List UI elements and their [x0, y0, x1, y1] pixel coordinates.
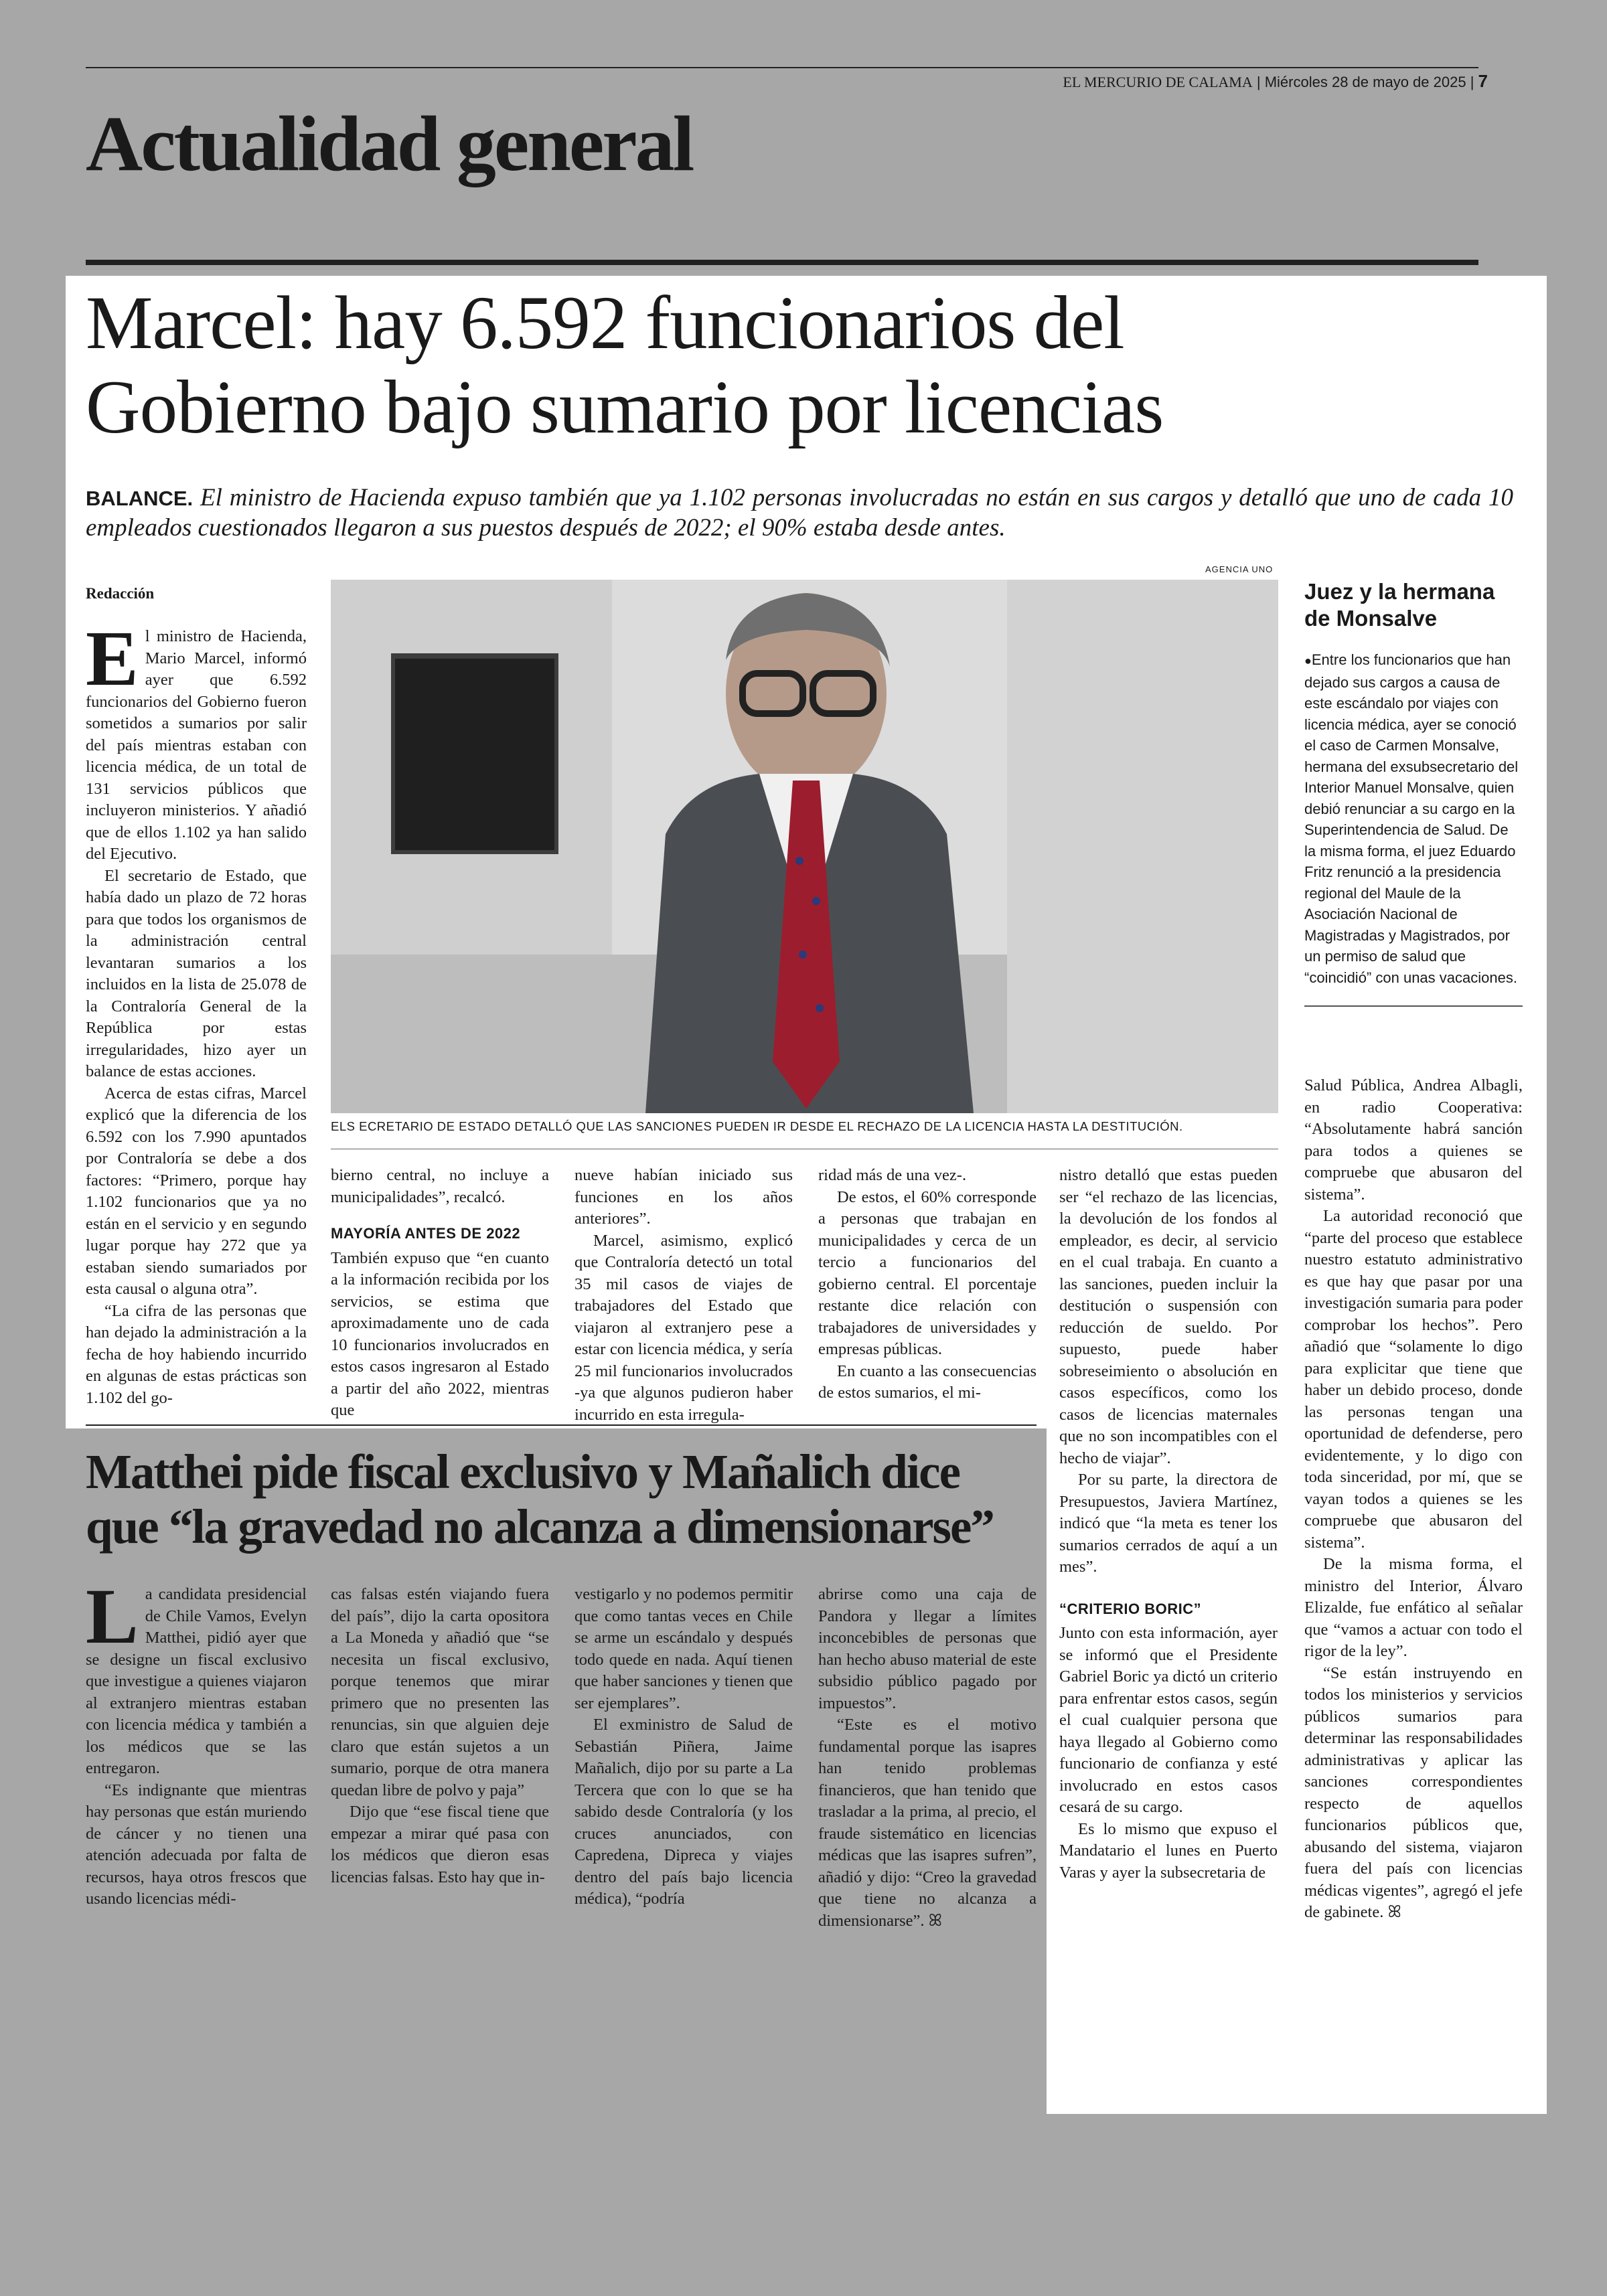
- article-column-1: [86, 614, 307, 1409]
- paragraph: Salud Pública, Andrea Albagli, en radio Cooperativa: “Absolutamente habrá sanción para todos a quienes se compruebe que abusaron del sistema”.: [1304, 1076, 1523, 1204]
- paragraph: nueve habían iniciado sus funciones en los años anteriores”.: [575, 1166, 793, 1228]
- article-column-4: [818, 1165, 1037, 1404]
- article-column-3: [575, 1165, 793, 1426]
- paragraph: Por su parte, la directora de Presupuestos, Javiera Martínez, indicó que “la meta es tener los sumarios cerrados de aquí a un mes”.: [1059, 1471, 1278, 1576]
- page-number: 7: [1478, 71, 1488, 91]
- paragraph: “La cifra de las personas que han dejado la administración a la fecha de hoy habiendo incurrido en algunas de estas prácticas son 1.102 del go-: [86, 1301, 307, 1407]
- paragraph: a candidata presidencial de Chile Vamos, Evelyn Matthei, pidió ayer que se designe un fiscal exclusivo que investigue a quienes viajaron al extranjero mientras estaban con licencia médica y también a los médicos que se las entregaron.: [86, 1585, 307, 1777]
- paragraph: l ministro de Hacienda, Mario Marcel, informó ayer que 6.592 funcionarios del Gobierno fueron sometidos a sumarios por salir del país mientras estaban con licencia médica, de un total de 131 servicios públicos que incluyeron ministerios. Y añadió que de ellos 1.102 ya han salido del Ejecutivo.: [86, 627, 307, 863]
- paragraph: “Es indignante que mientras hay personas que están muriendo de cáncer y no tienen una atención adecuada por falta de recursos, haya otros frescos que usando licencias médi-: [86, 1781, 307, 1908]
- sidebar-body: [1304, 649, 1523, 988]
- sidebar-rule: [1304, 1005, 1523, 1007]
- paragraph: En cuanto a las consecuencias de estos sumarios, el mi-: [818, 1362, 1037, 1402]
- paragraph: Junto con esta información, ayer se informó que el Presidente Gabriel Boric ya dictó un criterio para enfrentar estos casos, según el cual cualquier persona que haya llegado al Gobierno como funcionario de confianza y esté involucrado en estos casos cesará de su cargo.: [1059, 1624, 1278, 1816]
- paragraph: De estos, el 60% corresponde a personas que trabajan en municipalidades y cerca de un tercio a funcionarios del gobierno central. El porcentaje restante dice relación con trabajadores de universidades y empresas públicas.: [818, 1187, 1037, 1358]
- issue-date: Miércoles 28 de mayo de 2025: [1264, 74, 1466, 90]
- paragraph: vestigarlo y no podemos permitir que como tantas veces en Chile se arme un escándalo y después todo quede en nada. Aquí tienen que haber sanciones y tienen que ser ejemplares”.: [575, 1585, 793, 1712]
- secondary-column-3: [575, 1584, 793, 1910]
- paragraph: La autoridad reconoció que “parte del proceso que establece nuestro estatuto administrativo es que hay que pasar por una investigación sumaria para poder comprobar los hechos”. Pero añadió que “solamente lo digo para explicitar que tiene que haber un debido proceso, donde las personas tengan una oportunidad de defenderse, pero evidentemente, y lo digo con toda sinceridad, por mí, que se vayan todos a quienes se les compruebe que abusaron del sistema”.: [1304, 1207, 1523, 1552]
- paragraph-text: “Este es el motivo fundamental porque las isapres han tenido problemas financieros, que han tenido que trasladar a la prima, al precio, el fraude sistemático en licencias médicas que las isapres sufren”, añadió y dijo: “Creo la gravedad que tiene no alcanza a dimensionarse”.: [818, 1716, 1037, 1930]
- paragraph: cas falsas estén viajando fuera del país”, dijo la carta opositora a La Moneda y añadió que “se necesita un fiscal exclusivo, porque tenemos que mirar primero que no presenten las renuncias, sin que alguien deje claro que están sujetos a un sumario, porque de otra manera quedan libre de polvo y paja”: [331, 1585, 549, 1799]
- header-info: [1063, 71, 1488, 92]
- photo-credit: AGENCIA UNO: [1205, 564, 1274, 574]
- secondary-headline-line-2: que “la gravedad no alcanza a dimensionarse”: [86, 1499, 994, 1554]
- paragraph: nistro detalló que estas pueden ser “el rechazo de las licencias, la devolución de los fondos al empleador, es decir, al servicio en el cual trabaja. En cuanto a las sanciones, pueden incluir la destitución o suspensión con reducción de sueldo. Por supuesto, puede haber sobreseimiento o absolución en casos específicos, como los casos de licencias maternales que no son incompatibles con el hecho de viajar”.: [1059, 1166, 1278, 1467]
- paragraph: El secretario de Estado, que había dado un plazo de 72 horas para que todos los organismos de la administración central levantaran sumarios a los incluidos en la lista de 25.078 de la Contraloría General de la República por estas irregularidades, hizo ayer un balance de estas acciones.: [86, 866, 307, 1080]
- article-column-5: [1059, 1165, 1278, 1884]
- headline-line-2: Gobierno bajo sumario por licencias: [86, 365, 1164, 449]
- paragraph: Acerca de estas cifras, Marcel explicó que la diferencia de los 6.592 con los 7.990 apuntados por Contraloría se debe a dos factores: “Primero, porque hay 1.102 funcionarios que ya no están en el servicio y en segundo lugar porque hay 272 que ya estaban siendo sumariados por esta causal o alguna otra”.: [86, 1084, 307, 1298]
- section-rule-thick: [86, 260, 1478, 265]
- secondary-column-2: [331, 1584, 549, 1888]
- subheading: “CRITERIO BORIC”: [1059, 1600, 1202, 1617]
- end-mark-icon: ꕤ: [928, 1911, 943, 1930]
- paragraph: [1304, 1663, 1523, 1924]
- drop-cap: E: [86, 614, 139, 702]
- paragraph: El exministro de Salud de Sebastián Piñera, Jaime Mañalich, dijo por su parte a La Tercera que con lo que se ha sabido desde Contraloría (y los cruces anunciados, con Capredena, Dipreca y viajes dentro del país bajo licencia médica), “podría: [575, 1716, 793, 1908]
- article-photo: [331, 580, 1278, 1113]
- paragraph: Es lo mismo que expuso el Mandatario el lunes en Puerto Varas y ayer la subsecretaria de: [1059, 1819, 1278, 1882]
- subheading: MAYORÍA ANTES DE 2022: [331, 1225, 521, 1242]
- photo-caption: ELS ECRETARIO DE ESTADO DETALLÓ QUE LAS SANCIONES PUEDEN IR DESDE EL RECHAZO DE LA LICENCIA HASTA LA DESTITUCIÓN.: [331, 1119, 1183, 1133]
- publication-name: EL MERCURIO DE CALAMA: [1063, 74, 1253, 90]
- lead-text: El ministro de Hacienda expuso también que ya 1.102 personas involucradas no están en sus cargos y detalló que uno de cada 10 empleados cuestionados llegaron a sus puestos después de 2022; el 90% estaba desde antes.: [86, 484, 1513, 542]
- article-headline: [86, 281, 1163, 450]
- paragraph: abrirse como una caja de Pandora y llegar a límites inconcebibles de personas que han hecho abuso material de este subsidio público pagado por impuestos”.: [818, 1585, 1037, 1712]
- secondary-column-4: [818, 1584, 1037, 1932]
- paragraph: ridad más de una vez-.: [818, 1166, 967, 1184]
- article-lead: [86, 483, 1513, 543]
- article-separator-rule: [86, 1424, 1037, 1426]
- paragraph: [818, 1714, 1037, 1932]
- paragraph: bierno central, no incluye a municipalidades”, recalcó.: [331, 1166, 549, 1206]
- marcel-photo-illustration: [331, 580, 1278, 1113]
- byline: Redacción: [86, 585, 155, 602]
- secondary-column-1: [86, 1572, 307, 1910]
- header-top-rule: [86, 67, 1478, 68]
- paragraph: Dijo que “ese fiscal tiene que empezar a mirar qué pasa con los médicos que dieron esas licencias falsas. Esto hay que in-: [331, 1803, 549, 1886]
- lead-kicker: BALANCE.: [86, 487, 194, 510]
- article-column-6: [1304, 1075, 1523, 1924]
- article-column-2: [331, 1165, 549, 1422]
- secondary-headline-line-1: Matthei pide fiscal exclusivo y Mañalich dice: [86, 1445, 960, 1499]
- sidebar-bullet: ●: [1304, 654, 1312, 667]
- headline-line-1: Marcel: hay 6.592 funcionarios del: [86, 281, 1124, 365]
- paragraph-text: “Se están instruyendo en todos los ministerios y servicios públicos sumarios para determinar las responsabilidades administrativas y aplicar las sanciones correspondientes respecto de aquellos funcionarios públicos que, abusando del sistema, viajaron fuera del país con licencias médicas vigentes”, agregó el jefe de gabinete.: [1304, 1663, 1523, 1921]
- section-title: Actualidad general: [86, 100, 693, 187]
- paragraph: De la misma forma, el ministro del Interior, Álvaro Elizalde, fue enfático al señalar que “vamos a actuar con todo el rigor de la ley”.: [1304, 1555, 1523, 1660]
- sidebar-text: Entre los funcionarios que han dejado sus cargos a causa de este escándalo por viajes con licencia médica, ayer se conoció el caso de Carmen Monsalve, hermana del exsubsecretario del Interior Manuel Monsalve, quien debió renunciar a su cargo en la Superintendencia de Salud. De la misma forma, el juez Eduardo Fritz renunció a la presidencia regional del Maule de la Asociación Nacional de Magistradas y Magistrados, por un permiso de salud que “coincidió” con unas vacaciones.: [1304, 651, 1519, 986]
- drop-cap: L: [86, 1572, 139, 1660]
- secondary-headline: [86, 1445, 994, 1554]
- sidebar-box: [1304, 578, 1523, 1007]
- header-separator: |: [1256, 74, 1265, 90]
- end-mark-icon: ꕤ: [1387, 1903, 1401, 1921]
- header-separator: |: [1470, 74, 1478, 90]
- paragraph: También expuso que “en cuanto a la información recibida por los servicios, se estima que aproximadamente uno de cada 10 funcionarios involucrados en estos casos ingresaron al Estado a partir del año 2022, mientras que: [331, 1248, 549, 1419]
- sidebar-title: Juez y la hermana de Monsalve: [1304, 579, 1495, 631]
- paragraph: Marcel, asimismo, explicó que Contraloría detectó un total 35 mil casos de viajes de trabajadores del Estado que viajaron al extranjero pese a estar con licencia médica, y sería 25 mil funcionarios involucrados -ya que algunos pudieron haber incurrido en esta irregula-: [575, 1231, 793, 1424]
